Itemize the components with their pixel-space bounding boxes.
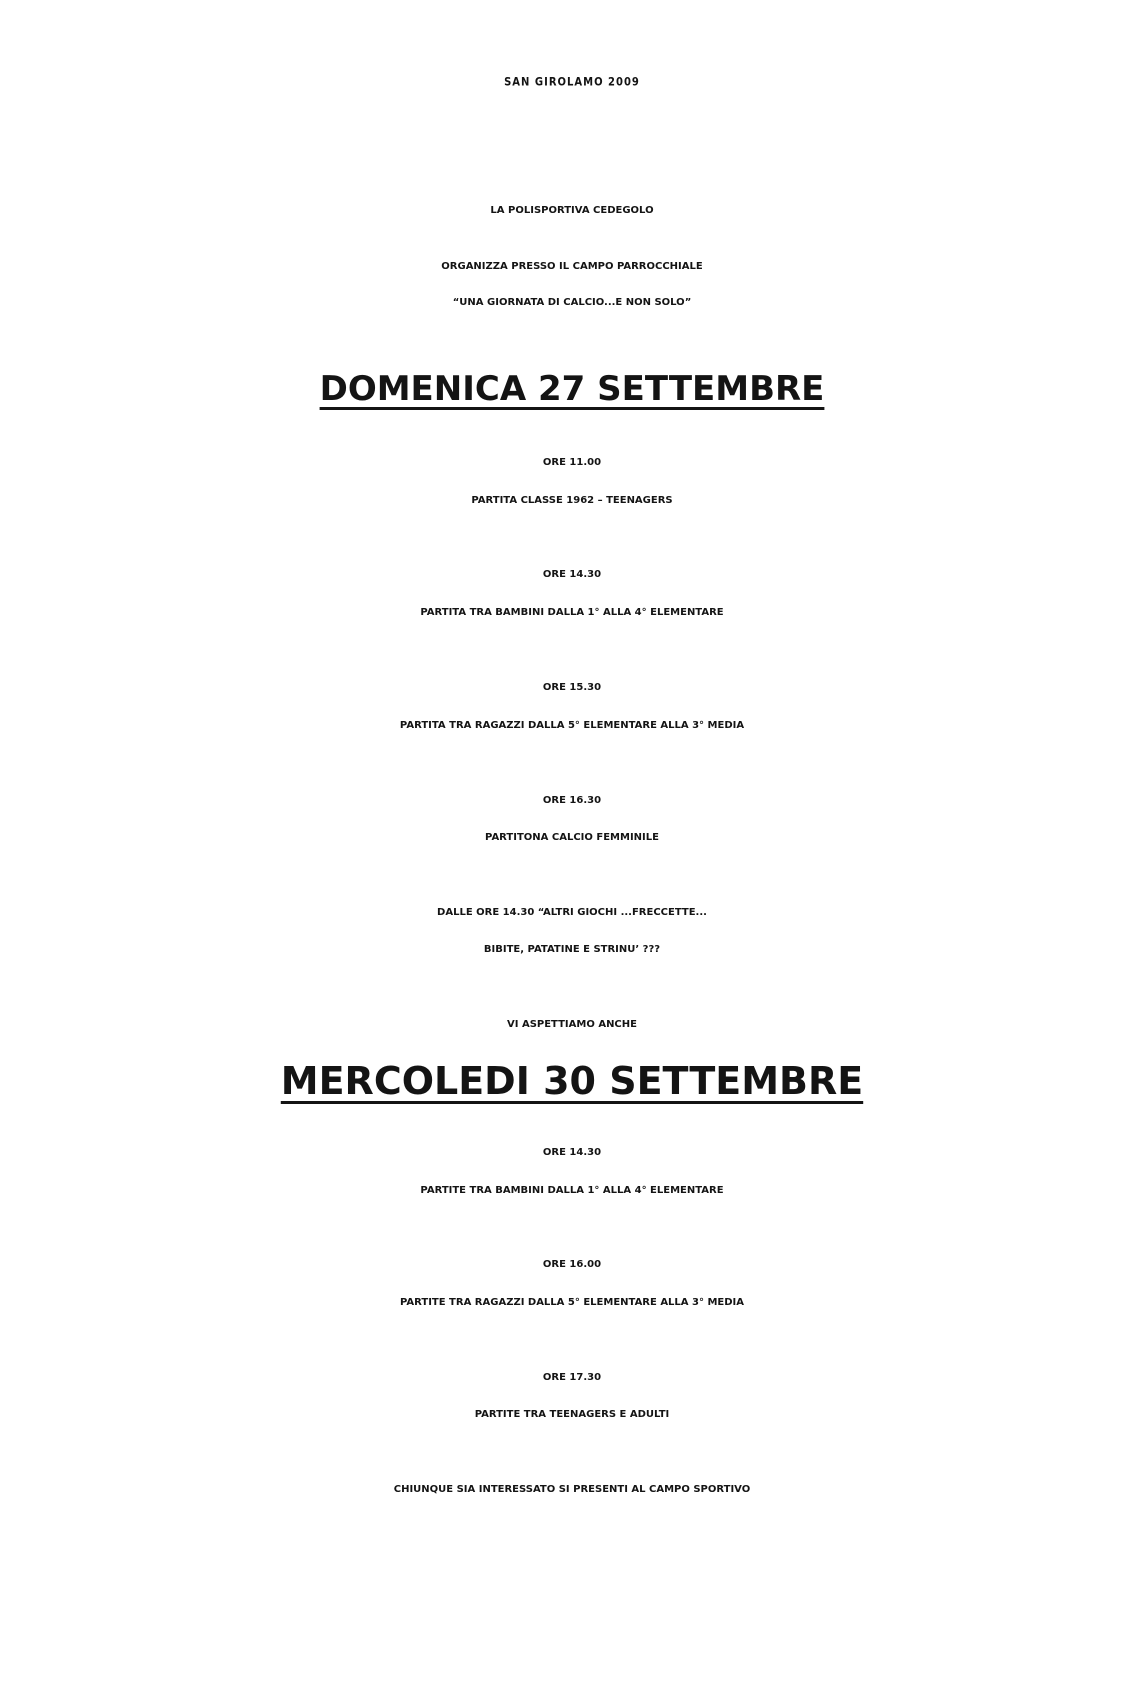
- invite-text: VI ASPETTIAMO ANCHE: [507, 1019, 637, 1030]
- day-1-heading-text: DOMENICA 27 SETTEMBRE: [319, 369, 825, 409]
- day-2-event-3-time: ORE 17.30: [542, 1372, 602, 1383]
- organizer-name: LA POLISPORTIVA CEDEGOLO: [490, 205, 654, 216]
- day-1-heading: [0, 369, 1144, 409]
- subtitle-line-2: “UNA GIORNATA DI CALCIO...E NON SOLO”: [452, 297, 692, 308]
- day-2-event-1-description: PARTITE TRA BAMBINI DALLA 1° ALLA 4° ELEMENTARE: [420, 1185, 724, 1196]
- day-1-event-1-time: ORE 11.00: [542, 457, 602, 468]
- day-1-event-1-description: PARTITA CLASSE 1962 – TEENAGERS: [471, 495, 673, 506]
- footer-note: CHIUNQUE SIA INTERESSATO SI PRESENTI AL CAMPO SPORTIVO: [393, 1484, 751, 1495]
- day-2-event-1-time: ORE 14.30: [542, 1147, 602, 1158]
- day-1-event-2-time: ORE 14.30: [542, 569, 602, 580]
- day-1-extra-line-1: DALLE ORE 14.30 “ALTRI GIOCHI ...FRECCETTE...: [437, 907, 707, 918]
- day-1-event-3-time: ORE 15.30: [542, 682, 602, 693]
- subtitle-line-1: ORGANIZZA PRESSO IL CAMPO PARROCCHIALE: [441, 261, 703, 272]
- day-2-event-2-time: ORE 16.00: [542, 1259, 602, 1270]
- day-1-extra-line-2: BIBITE, PATATINE E STRINU’ ???: [483, 944, 661, 955]
- day-2-event-2-description: PARTITE TRA RAGAZZI DALLA 5° ELEMENTARE ALLA 3° MEDIA: [399, 1297, 745, 1308]
- day-1-event-2-description: PARTITA TRA BAMBINI DALLA 1° ALLA 4° ELEMENTARE: [420, 607, 724, 618]
- day-2-heading: [0, 1059, 1144, 1103]
- day-1-event-4-description: PARTITONA CALCIO FEMMINILE: [485, 832, 659, 843]
- day-2-heading-text: MERCOLEDI 30 SETTEMBRE: [280, 1059, 864, 1103]
- day-1-event-4-time: ORE 16.30: [542, 795, 602, 806]
- flyer-title: SAN GIROLAMO 2009: [504, 76, 640, 89]
- day-1-event-3-description: PARTITA TRA RAGAZZI DALLA 5° ELEMENTARE ALLA 3° MEDIA: [399, 720, 745, 731]
- day-2-event-3-description: PARTITE TRA TEENAGERS E ADULTI: [474, 1409, 670, 1420]
